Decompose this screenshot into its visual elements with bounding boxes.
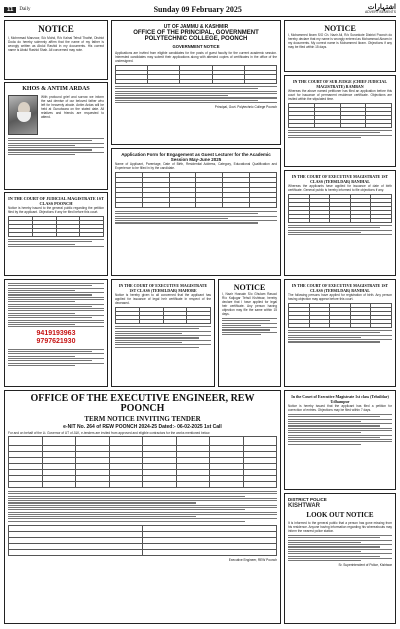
- govt-title: OFFICE OF THE PRINCIPAL, GOVERNMENT POLYTECHNIC COLLEGE, POONCH: [133, 30, 259, 42]
- notice-title: NOTICE: [324, 24, 356, 33]
- court-table: [8, 216, 104, 237]
- lookout-notice: [284, 493, 396, 624]
- lookout-signature: Sr. Superintendent of Police, Kishtwar: [338, 563, 392, 568]
- notice-text: I, Mohammed Ikram S/O Ch. Nazir Ali, R/o Surankote District Poonch do hereby declare that my name is wrongly entered as Mohammad Akram in my documents. My correct name is Mohammed Ikram. Objections if any may be filed within 15 days.: [288, 33, 392, 49]
- obituary-box: [4, 82, 108, 190]
- phone-numbers: [8, 330, 104, 345]
- court-title: IN THE COURT OF EXECUTIVE MAGISTRATE 1ST CLASS (TEHSILDAR) BANIHAL: [291, 283, 389, 293]
- admission-lines: [115, 211, 277, 224]
- tender-text: For and on behalf of the Lt. Governor of UT of J&K, e-tenders are invited from approved and eligible contractors for the works mentioned below.: [8, 431, 211, 435]
- tender-notice: [4, 390, 281, 624]
- phone-lines: [8, 283, 104, 327]
- masthead-left: [4, 7, 30, 13]
- court-title: IN THE COURT OF JUDICIAL MAGISTRATE 1ST CLASS POONCH: [8, 196, 104, 206]
- court-title: In the Court of Executive Magistrate 1st class (Tehsildar) Udhampur: [291, 394, 389, 404]
- admission-title: Application Form for Engagement as Guest Lecturer for the Academic Session May-June 2025: [121, 152, 271, 162]
- court-text: Notice is hereby issued that the applicant has filed a petition for correction of entries. Objections may be filed within 7 days.: [288, 404, 392, 412]
- masthead: [4, 3, 396, 17]
- admission-text: Name of Applicant, Parentage, Date of Birth, Residential Address, Category, Educational Qualification and Experience to be filled in by the candidate.: [115, 162, 277, 170]
- govt-signature: Principal, Govt. Polytechnic College Poonch: [214, 105, 277, 110]
- court-lines: [8, 239, 104, 247]
- court-title: IN THE COURT OF SUB JUDGE (CHIEF JUDICIAL MAGISTRATE) RAMBAN: [293, 79, 387, 89]
- court-lines: [115, 326, 211, 348]
- lookout-text: It is informed to the general public that a person has gone missing from his residence. Anyone having information regarding his whereabouts may inform the nearest police station.: [288, 521, 392, 533]
- obituary-row: [8, 95, 104, 135]
- court-lines: [288, 225, 392, 235]
- tender-title: OFFICE OF THE EXECUTIVE ENGINEER, REW POONCH: [30, 393, 255, 414]
- obituary-title: KHOS & ANTIM ARDAS: [22, 86, 90, 92]
- court-notice-2: [284, 75, 396, 167]
- govt-lines: [115, 86, 277, 103]
- tender-subtitle: TERM NOTICE INVITING TENDER: [84, 415, 201, 423]
- phone-line-2: 9797621930: [36, 338, 76, 346]
- obituary-text: With profound grief and sorrow we inform the sad demise of our beloved father who left for heavenly abode. Antim Ardas will be held at Gurudwara on the stated date. All relatives and friends are requested to attend.: [41, 95, 104, 119]
- phone-line-1: 9419193963: [36, 330, 76, 338]
- phone-lines-lower: [8, 349, 104, 366]
- district-name: KISHTWAR: [288, 503, 320, 509]
- masthead-right: [365, 4, 396, 14]
- date-line: Sunday 09 February 2025: [153, 5, 242, 14]
- court-table: [115, 307, 211, 324]
- court-title: IN THE COURT OF EXECUTIVE MAGISTRATE 1ST CLASS (TEHSILDAR) MAHORE: [118, 283, 208, 293]
- court-notice-1: [4, 192, 108, 276]
- court-table: [288, 194, 392, 223]
- notice-title: NOTICE: [233, 283, 266, 292]
- court-notice-6: [284, 390, 396, 490]
- govt-subtitle: GOVERNMENT NOTICE: [172, 44, 220, 49]
- court-text: The following persons have applied for registration of birth. Any person having objection may appear before this court.: [288, 293, 392, 301]
- notice-box-2: [284, 20, 396, 72]
- notice-text: I, Mohmmad Manzoor, S/o Mohd, R/o Kalnai Tehsil Thathri, District Doda do hereby solemnly affirm that the name of my father is wrongly written as Abdul Rashid in my documents. His correct name is Abdul Rashid Shah. All concerned may note.: [8, 36, 104, 52]
- court-notice-5: [284, 279, 396, 387]
- phone-box: [4, 279, 108, 387]
- court-notice-3: [284, 170, 396, 276]
- court-text: Whereas the above named petitioner has filed an application before this court for issuance of permanent residence certificate. Objections are invited within the stipulated time.: [288, 89, 392, 101]
- tender-dates-table: [8, 525, 277, 556]
- govt-text: Applications are invited from eligible candidates for the posts of guest faculty for the current academic session. Interested candidates may submit their applications along with attested copies of certificates in the office of the undersigned.: [115, 51, 277, 63]
- district-label: DISTRICT POLICE: [288, 497, 327, 502]
- notice-box-1: [4, 20, 108, 80]
- govt-notice: [111, 20, 281, 145]
- notice-lines: [222, 318, 277, 335]
- court-text: Notice is hereby given to all concerned that the applicant has applied for issuance of legal heir certificate in respect of the deceased.: [115, 293, 211, 305]
- court-title: IN THE COURT OF EXECUTIVE MAGISTRATE 1ST CLASS (TEHSILDAR) BANIHAL: [291, 174, 389, 184]
- notice-box-3: [218, 279, 281, 387]
- tender-terms-lines: [8, 491, 277, 522]
- urdu-title: اشتہارات: [367, 3, 396, 12]
- left-tag: Daily: [19, 7, 31, 12]
- court-lines: [288, 330, 392, 343]
- notice-title: NOTICE: [38, 24, 74, 34]
- govt-org: UT OF JAMMU & KASHMIR: [163, 24, 229, 30]
- lookout-title: LOOK OUT NOTICE: [306, 511, 374, 519]
- tender-signature: Executive Engineer, REW Poonch: [228, 557, 277, 562]
- portrait-photo: [8, 95, 38, 135]
- court-table: [288, 103, 392, 128]
- district-header: [288, 497, 392, 502]
- govt-table: [115, 65, 277, 84]
- portrait-beard: [17, 112, 31, 122]
- tender-notice-number: e-NIT No. 264 of REW POONCH 2024-25 Dated:- 06-02-2025 1st Call: [63, 424, 222, 430]
- court-table: [288, 303, 392, 328]
- admission-grid: [115, 172, 277, 208]
- court-notice-4: [111, 279, 215, 387]
- admission-form: [111, 148, 281, 276]
- notice-text: I, Nazir Hussain S/o Ghulam Rasool R/o Kaljugar Tehsil Kishtwar, hereby declare that I have applied for legal heir certificate. Any person having objection may file the same within 15 days.: [222, 292, 277, 316]
- court-lines: [288, 130, 392, 138]
- court-text: Whereas the applicants have applied for issuance of date of birth certificate. General public is hereby informed to file objections if any.: [288, 184, 392, 192]
- court-lines: [288, 414, 392, 445]
- tender-table: [8, 436, 277, 488]
- court-text: Notice is hereby issued to the general public regarding the petition filed by the applicant. Objections if any be filed before this court.: [8, 206, 104, 214]
- section-label: ADVERTISEMENTS: [364, 10, 396, 15]
- lookout-lines: [288, 535, 392, 561]
- obituary-lines: [8, 138, 104, 155]
- page-number: 11: [4, 7, 16, 13]
